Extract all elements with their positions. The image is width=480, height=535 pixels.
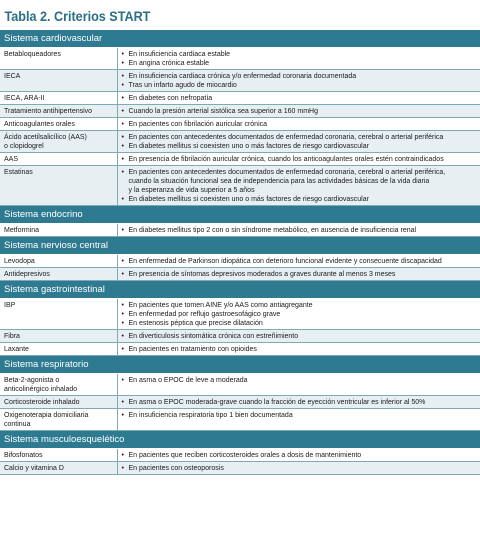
criteria-cell (117, 118, 480, 131)
drug-name-line: Ácido acetilsalicílico (AAS) (4, 134, 87, 141)
criterion-item (122, 50, 478, 59)
drug-cell (0, 268, 117, 281)
criterion-text (129, 195, 369, 204)
section-header-row (0, 356, 480, 374)
bullet-icon: • (121, 108, 124, 115)
bullet-icon: • (121, 60, 124, 67)
criterion-line: En diabetes con nefropatía (128, 95, 213, 102)
bullet-icon: • (121, 95, 124, 102)
drug-cell (0, 449, 117, 462)
drug-cell (0, 255, 117, 268)
criterion-line: En asma o EPOC de leve a moderada (128, 377, 248, 384)
drug-name-line: Beta-2-agonista o (4, 377, 60, 384)
criterion-line: Cuando la presión arterial sistólica sea superior a 160 mmHg (128, 108, 318, 115)
section-header: Sistema musculoesquelético (0, 431, 480, 449)
table-row (0, 396, 480, 409)
criteria-cell (117, 330, 480, 343)
table-row (0, 299, 480, 330)
criteria-cell (117, 70, 480, 92)
criterion-line: En diabetes mellitus si coexisten uno o más factores de riesgo cardiovascular (128, 196, 369, 203)
bullet-icon: • (121, 412, 124, 419)
section-header-row (0, 30, 480, 48)
criterion-item (122, 451, 478, 460)
drug-cell (0, 462, 117, 475)
criterion-line: En estenosis péptica que precise dilatación (128, 320, 263, 327)
criterion-text (129, 50, 231, 59)
bullet-icon: • (121, 143, 124, 150)
drug-cell (0, 299, 117, 330)
criterion-text (129, 168, 446, 195)
criterion-line: En angina crónica estable (128, 60, 210, 67)
criterion-text (129, 270, 396, 279)
drug-name-line: Betabloqueadores (4, 51, 61, 58)
criteria-cell (117, 299, 480, 330)
table-row (0, 268, 480, 281)
bullet-icon: • (121, 134, 124, 141)
criterion-text (129, 59, 210, 68)
criterion-line: En insuficiencia cardiaca estable (128, 51, 231, 58)
criterion-text (129, 81, 237, 90)
drug-name-line: IECA, ARA-II (4, 95, 45, 102)
table-row (0, 255, 480, 268)
criterion-line: En enfermedad por reflujo gastroesofágico grave (128, 311, 281, 318)
section-header: Sistema cardiovascular (0, 30, 480, 48)
criteria-cell (117, 48, 480, 70)
drug-cell (0, 166, 117, 206)
bullet-icon: • (121, 271, 124, 278)
bullet-icon: • (121, 258, 124, 265)
criterion-line: y la esperanza de vida superior a 5 años (128, 187, 255, 194)
criterion-text (129, 345, 257, 354)
drug-cell (0, 396, 117, 409)
table-row (0, 462, 480, 475)
criterion-text (129, 464, 224, 473)
criterion-item (122, 226, 478, 235)
criterion-item (122, 319, 478, 328)
drug-name-line: Fibra (4, 333, 20, 340)
criterion-item (122, 94, 478, 103)
drug-cell (0, 224, 117, 237)
criteria-cell (117, 224, 480, 237)
criterion-item (122, 464, 478, 473)
criterion-text (129, 451, 362, 460)
criterion-text (129, 107, 318, 116)
criterion-text (129, 376, 248, 385)
bullet-icon: • (121, 169, 124, 176)
drug-name-line: Oxigenoterapia domiciliaria (4, 412, 89, 419)
criterion-line: En presencia de síntomas depresivos moderados a graves durante al menos 3 meses (128, 271, 396, 278)
drug-cell (0, 374, 117, 396)
section-header-row (0, 237, 480, 255)
bullet-icon: • (121, 346, 124, 353)
criterion-text (129, 319, 263, 328)
drug-name-line: Metformina (4, 227, 40, 234)
drug-name-line: Bifosfonatos (4, 452, 43, 459)
criterion-line: En asma o EPOC moderada-grave cuando la fracción de eyección ventricular es inferior al 50% (128, 399, 426, 406)
section-header-row (0, 431, 480, 449)
criterion-line: En diabetes mellitus si coexisten uno o más factores de riesgo cardiovascular (128, 143, 369, 150)
criterion-line: Tras un infarto agudo de miocardio (128, 82, 237, 89)
criteria-cell (117, 166, 480, 206)
criterion-text (129, 301, 313, 310)
bullet-icon: • (121, 196, 124, 203)
bullet-icon: • (121, 320, 124, 327)
drug-name-line: anticolinérgico inhalado (4, 386, 78, 393)
criterion-item (122, 168, 478, 195)
section-header: Sistema endocrino (0, 206, 480, 224)
drug-name-line: Tratamiento antihipertensivo (4, 108, 93, 115)
drug-cell (0, 92, 117, 105)
drug-name-line: Anticoagulantes orales (4, 121, 75, 128)
drug-name-line: Antidepresivos (4, 271, 50, 278)
drug-name-line: Calcio y vitamina D (4, 465, 64, 472)
criteria-cell (117, 255, 480, 268)
drug-name-line: Corticosteroide inhalado (4, 399, 80, 406)
criterion-line: En enfermedad de Parkinson idiopática con deterioro funcional evidente y consecuente discapacidad (128, 258, 442, 265)
table-row (0, 224, 480, 237)
drug-cell (0, 118, 117, 131)
criterion-item (122, 411, 478, 420)
criterion-line: En presencia de fibrilación auricular crónica, cuando los anticoagulantes orales estén contraindicados (128, 156, 444, 163)
table-row (0, 409, 480, 431)
criterion-line: En pacientes con fibrilación auricular crónica (128, 121, 268, 128)
table-title: Tabla 2. Criterios START (4, 8, 151, 24)
criteria-cell (117, 462, 480, 475)
criterion-text (129, 94, 213, 103)
drug-cell (0, 70, 117, 92)
drug-cell (0, 343, 117, 356)
table-row (0, 92, 480, 105)
criterion-item (122, 398, 478, 407)
criterion-item (122, 376, 478, 385)
section-header-row (0, 206, 480, 224)
criterion-line: En pacientes con antecedentes documentados de enfermedad coronaria, cerebral o arterial periférica (128, 134, 444, 141)
drug-name-line: Levodopa (4, 258, 35, 265)
criterion-item (122, 133, 478, 142)
criterion-text (129, 257, 442, 266)
table-row (0, 153, 480, 166)
criteria-cell (117, 449, 480, 462)
criterion-text (129, 120, 268, 129)
criterion-item (122, 72, 478, 81)
drug-name-line: IECA (4, 73, 21, 80)
criterion-text (129, 226, 417, 235)
section-header: Sistema nervioso central (0, 237, 480, 255)
table-row (0, 343, 480, 356)
criterion-text (129, 72, 357, 81)
criterion-item (122, 345, 478, 354)
drug-name-line: o clopidogrel (4, 143, 44, 150)
criteria-cell (117, 396, 480, 409)
criterion-text (129, 133, 444, 142)
drug-name-line: IBP (4, 302, 16, 309)
criteria-cell (117, 92, 480, 105)
criterion-line: En diabetes mellitus tipo 2 con o sin síndrome metabólico, en ausencia de insuficiencia renal (128, 227, 417, 234)
criterion-line: En insuficiencia cardiaca crónica y/o enfermedad coronaria documentada (128, 73, 357, 80)
bullet-icon: • (121, 73, 124, 80)
drug-cell (0, 105, 117, 118)
bullet-icon: • (121, 227, 124, 234)
bullet-icon: • (121, 82, 124, 89)
criteria-cell (117, 131, 480, 153)
criterion-item (122, 195, 478, 204)
bullet-icon: • (121, 377, 124, 384)
table-row (0, 70, 480, 92)
criterion-item (122, 81, 478, 90)
bullet-icon: • (121, 311, 124, 318)
criteria-cell (117, 409, 480, 431)
bullet-icon: • (121, 465, 124, 472)
criteria-cell (117, 153, 480, 166)
criterion-line: En pacientes con osteoporosis (128, 465, 224, 472)
criterion-text (129, 332, 299, 341)
drug-name-line: AAS (4, 156, 19, 163)
drug-name-line: continua (4, 421, 31, 428)
drug-cell (0, 48, 117, 70)
table-row (0, 449, 480, 462)
section-header-row (0, 281, 480, 299)
criteria-cell (117, 268, 480, 281)
table-row (0, 48, 480, 70)
table-row (0, 118, 480, 131)
criterion-line: En pacientes que reciben corticosteroides orales a dosis de mantenimiento (128, 452, 362, 459)
criteria-cell (117, 343, 480, 356)
drug-name-line: Laxante (4, 346, 29, 353)
drug-cell (0, 131, 117, 153)
criterion-item (122, 310, 478, 319)
bullet-icon: • (121, 399, 124, 406)
criterion-item (122, 107, 478, 116)
bullet-icon: • (121, 302, 124, 309)
drug-cell (0, 153, 117, 166)
table-row (0, 330, 480, 343)
criterion-line: cuando la situación funcional sea de independencia para las actividades básicas de la vida diaria (128, 178, 430, 185)
table-row (0, 374, 480, 396)
criterion-item (122, 301, 478, 310)
bullet-icon: • (121, 121, 124, 128)
criterion-line: En insuficiencia respiratoria tipo 1 bien documentada (128, 412, 293, 419)
bullet-icon: • (121, 452, 124, 459)
criterion-line: En diverticulosis sintomática crónica con estreñimiento (128, 333, 299, 340)
criteria-table (0, 30, 480, 475)
section-header: Sistema respiratorio (0, 356, 480, 374)
criterion-item (122, 270, 478, 279)
bullet-icon: • (121, 333, 124, 340)
criterion-item (122, 142, 478, 151)
criteria-table-body (0, 30, 480, 475)
criterion-text (129, 398, 426, 407)
table-row (0, 131, 480, 153)
criteria-cell (117, 105, 480, 118)
criterion-text (129, 310, 281, 319)
criterion-line: En pacientes que tomen AINE y/o AAS como antiagregante (128, 302, 313, 309)
criterion-text (129, 155, 444, 164)
criteria-cell (117, 374, 480, 396)
criterion-text (129, 142, 369, 151)
criterion-item (122, 155, 478, 164)
criterion-line: En pacientes en tratamiento con opioides (128, 346, 257, 353)
criterion-line: En pacientes con antecedentes documentados de enfermedad coronaria, cerebral o arterial periférica, (128, 169, 446, 176)
criterion-item (122, 332, 478, 341)
criterion-text (129, 411, 293, 420)
criterion-item (122, 257, 478, 266)
criterion-item (122, 59, 478, 68)
criterion-item (122, 120, 478, 129)
drug-cell (0, 409, 117, 431)
bullet-icon: • (121, 51, 124, 58)
table-row (0, 166, 480, 206)
drug-name-line: Estatinas (4, 169, 33, 176)
table-row (0, 105, 480, 118)
section-header: Sistema gastrointestinal (0, 281, 480, 299)
drug-cell (0, 330, 117, 343)
bullet-icon: • (121, 156, 124, 163)
